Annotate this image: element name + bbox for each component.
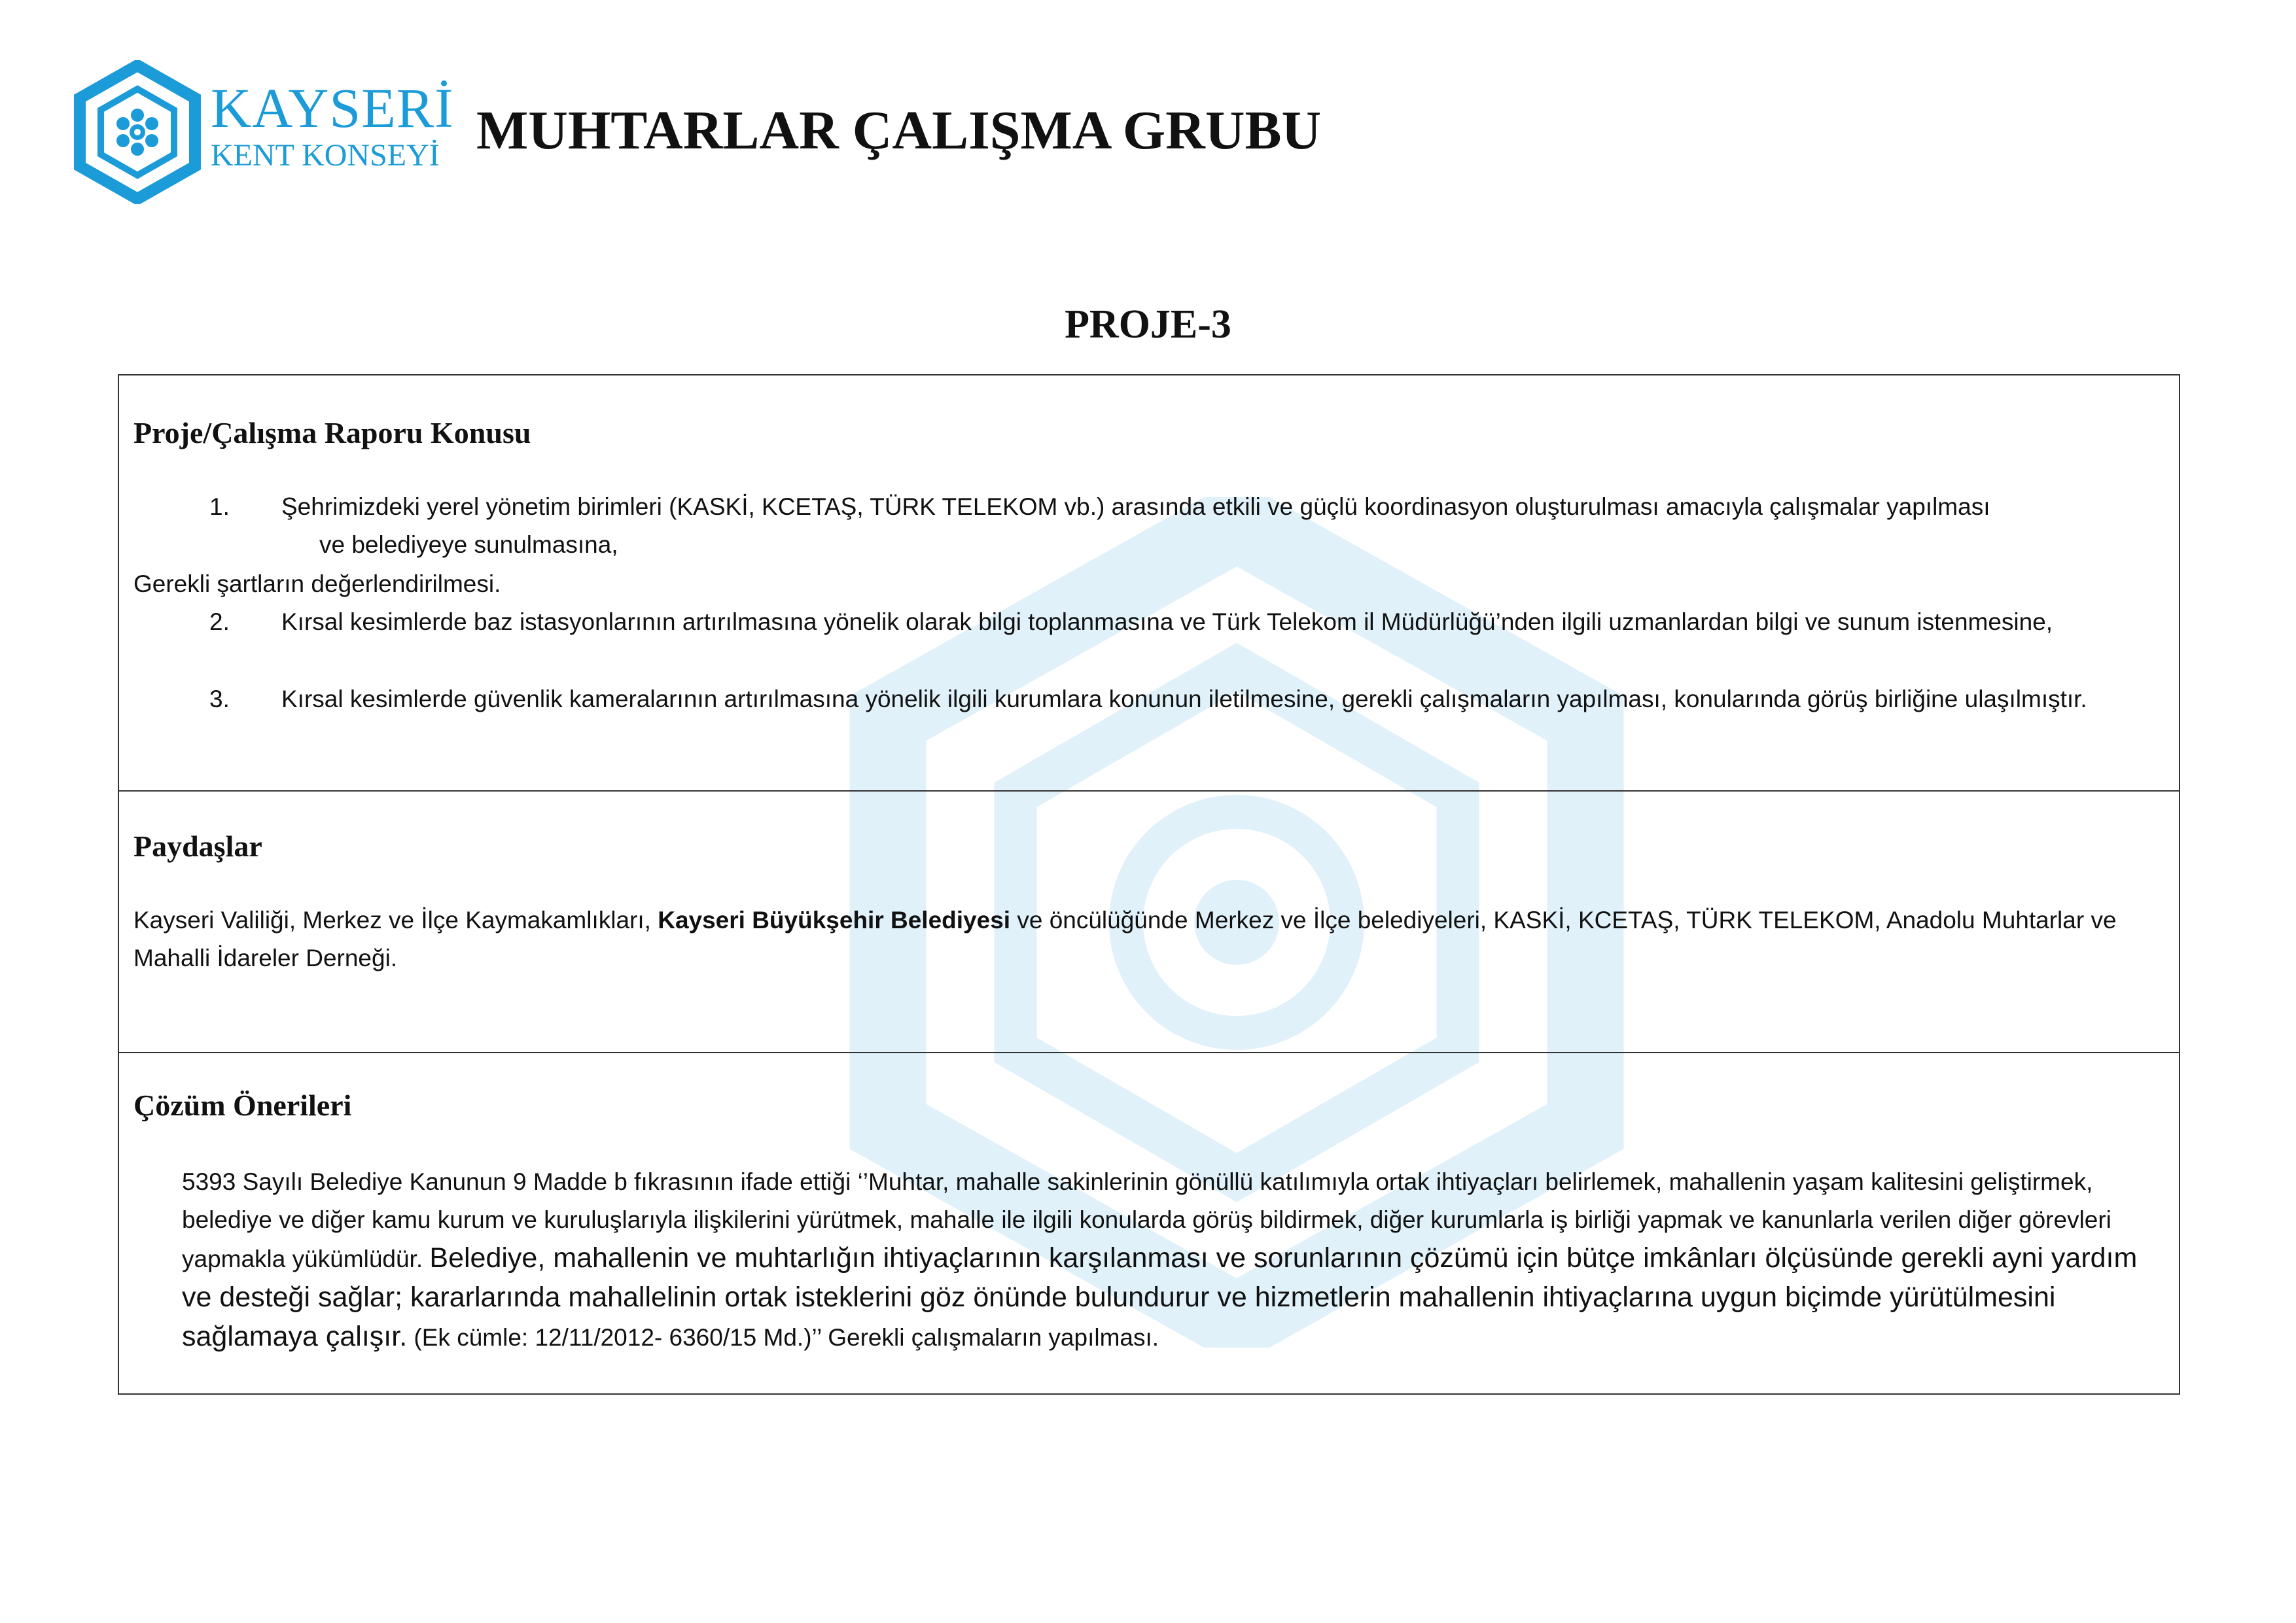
- section-stakeholders: [119, 792, 2179, 1053]
- page-title: MUHTARLAR ÇALIŞMA GRUBU: [476, 100, 1322, 161]
- topic-item-2-number: 2.: [209, 608, 230, 635]
- stakeholders-text-end: ve öncülüğünde Merkez ve İlçe belediyeleri, KASKİ, KCETAŞ, TÜRK TELEKOM, Anadolu Muhtarlar ve Mahalli İdareler Derneği.: [133, 907, 2117, 971]
- section-solutions: [119, 1053, 2179, 1395]
- logo-line1: KAYSERİ: [211, 77, 454, 139]
- topic-item-3-text: Kırsal kesimlerde güvenlik kameralarının artırılmasına yönelik ilgili kurumlara konunun iletilmesine, gerekli çalışmaların yapılması, konularında görüş birliğine ulaşılmıştır.: [281, 686, 2087, 712]
- section-stakeholders-title: Paydaşlar: [133, 829, 262, 863]
- solutions-text-part2: Belediye, mahallenin ve muhtarlığın ihtiyaçlarının karşılanması ve sorunlarının çözümü için bütçe imkânları ölçüsünde gerekli ayni yardım ve desteği sağlar; kararlarında mahallelinin ortak isteklerini göz önünde bulundurur ve hizmetlerin mahallenin ihtiyaçlarına uygun biçimde yürütülmesini sağlamaya çalışır.: [182, 1242, 2138, 1352]
- section-topic-title: Proje/Çalışma Raporu Konusu: [133, 416, 531, 449]
- section-solutions-title: Çözüm Önerileri: [133, 1089, 352, 1122]
- topic-item-2-text: Kırsal kesimlerde baz istasyonlarının artırılmasına yönelik olarak bilgi toplanmasına ve Türk Telekom il Müdürlüğü’nden ilgili uzmanlardan bilgi ve sunum istenmesine,: [281, 608, 2053, 635]
- solutions-text: [182, 1163, 2171, 1357]
- topic-item-1-continuation: ve belediyeye sunulmasına,: [319, 531, 618, 558]
- project-title: PROJE-3: [1065, 302, 1231, 347]
- logo-text: [211, 79, 454, 174]
- logo-line2: KENT KONSEYİ: [211, 138, 440, 173]
- stakeholders-text: [133, 901, 2168, 977]
- topic-item-3-number: 3.: [209, 686, 230, 712]
- report-table: [118, 374, 2180, 1395]
- topic-item-1-text: Şehrimizdeki yerel yönetim birimleri (KASKİ, KCETAŞ, TÜRK TELEKOM vb.) arasında etkili ve güçlü koordinasyon oluşturulması amacıyla çalışmalar yapılması: [281, 493, 1990, 520]
- kayseri-logo-icon: [72, 60, 203, 204]
- topic-item-1: [209, 488, 2179, 526]
- section-topic: [119, 375, 2179, 792]
- topic-item-1-number: 1.: [209, 493, 230, 520]
- solutions-text-part3: (Ek cümle: 12/11/2012- 6360/15 Md.)’’ Gerekli çalışmaların yapılması.: [407, 1324, 1159, 1351]
- topic-item-3: [209, 680, 2179, 718]
- stakeholders-text-bold: Kayseri Büyükşehir Belediyesi: [658, 907, 1011, 934]
- topic-item-2: [209, 603, 2179, 641]
- solutions-text-part1: 5393 Sayılı Belediye Kanunun 9 Madde b fıkrasının ifade ettiği ‘’Muhtar, mahalle sakinlerinin gönüllü katılımıyla ortak ihtiyaçları belirlemek, mahallenin yaşam kalitesini geliştirmek, belediye ve diğer kamu kurum ve kuruluşlarıyla ilişkilerini yürütmek, mahalle ile ilgili konularda görüş bildirmek, diğer kurumlarla iş birliği yapmak ve kanunlarla verilen diğer görevleri yapmakla yükümlüdür.: [182, 1168, 2111, 1272]
- stakeholders-text-start: Kayseri Valiliği, Merkez ve İlçe Kaymakamlıkları,: [133, 907, 658, 934]
- topic-plain-line: Gerekli şartların değerlendirilmesi.: [133, 570, 501, 597]
